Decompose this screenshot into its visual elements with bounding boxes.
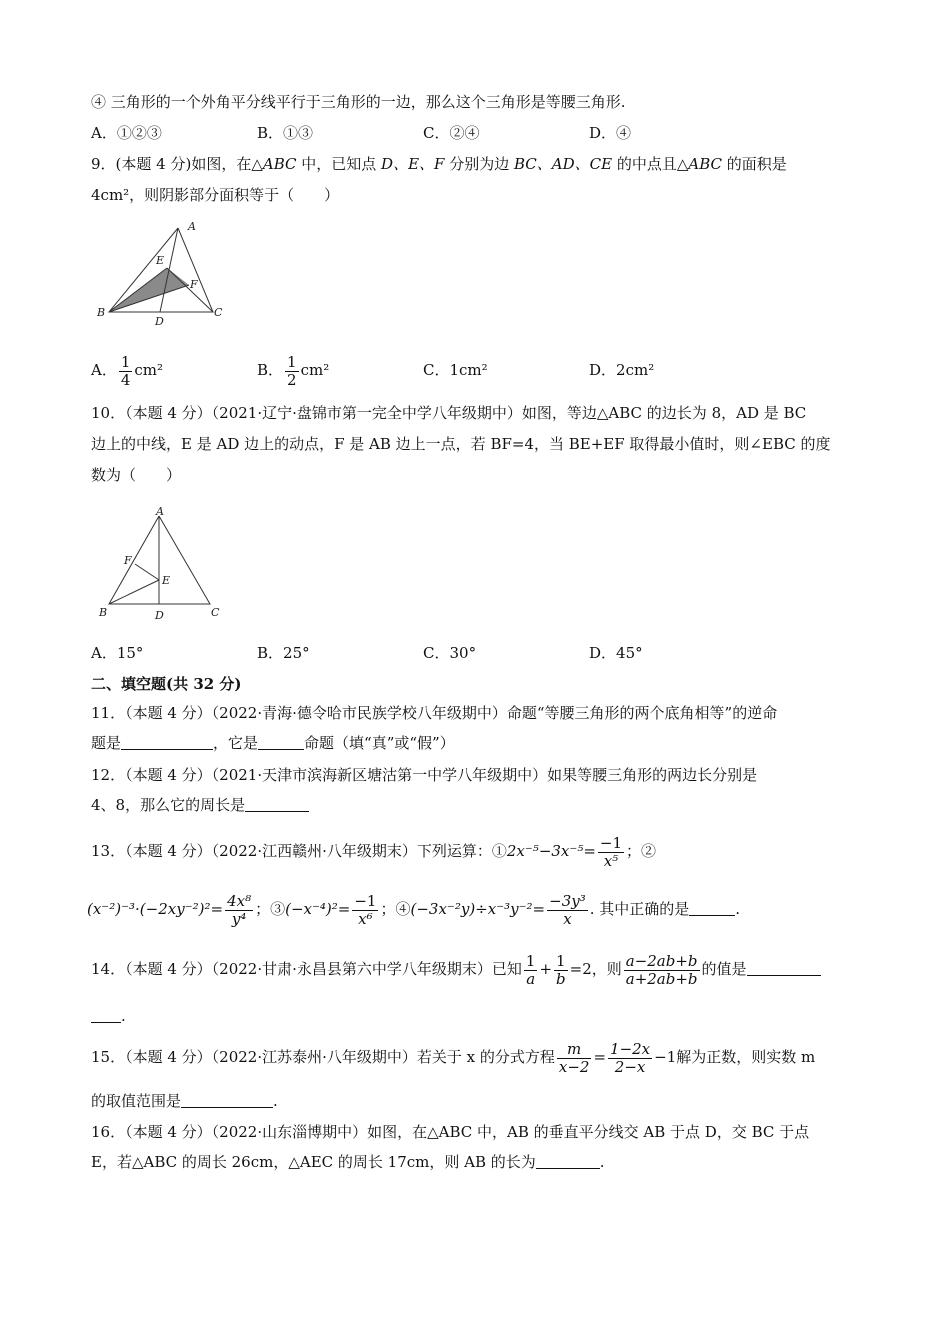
q9-stem-line2: 4cm²，则阴影部分面积等于（ ）: [91, 186, 340, 204]
q9-label-b: B: [97, 306, 106, 319]
q15-fraction-right: $\frac{1-2x}{2-x}$: [610, 1039, 651, 1076]
q14-fraction-1a: $\frac{1}{a}$: [525, 951, 536, 988]
q13-stem-line1: 13．（本题 4 分）（2022·江西赣州·八年级期末）下列运算：①2x⁻⁵−3x⁻⁵= $\frac{-1}{\text{x⁵}}$ ；②: [91, 833, 657, 870]
q13-eq1-left: 2x⁻⁵−3x⁻⁵=: [506, 842, 596, 860]
q10-option-a[interactable]: A．15°: [91, 644, 144, 662]
q10-label-a: A: [156, 505, 164, 518]
q13-eq1-fraction: $\frac{-1}{\text{x⁵}}$: [599, 833, 623, 870]
q15-stem-line2: 的取值范围是 .: [91, 1092, 278, 1110]
q14-answer-blank-2[interactable]: [91, 1008, 121, 1023]
q10-label-e: E: [162, 574, 171, 587]
q8-option-d[interactable]: D．④: [589, 124, 632, 142]
q9-label-c: C: [214, 306, 223, 319]
q10-stem-line3: 数为（ ）: [91, 466, 182, 484]
q11-stem-line1: 11．（本题 4 分）（2022·青海·德令哈市民族学校八年级期中）命题“等腰三角形的两个底角相等”的逆命: [91, 704, 778, 722]
q9-stem-line1: 9．(本题 4 分)如图，在△ABC 中，已知点 D、E、F 分别为边 BC、AD、CE 的中点且△ABC 的面积是: [91, 155, 787, 173]
q10-stem-line2: 边上的中线，E 是 AD 边上的动点，F 是 AB 边上一点，若 BF=4，当 BE+EF 取得最小值时，则∠EBC 的度: [91, 435, 831, 453]
q14-answer-blank-1[interactable]: [747, 961, 821, 976]
q13-stem-line2: (x⁻²)⁻³·(−2xy⁻²)²= $\frac{\text{4x⁸}}{\text{y⁴}}$ ；③(−x⁻⁴)²= $\frac{-1}{\text{x⁶}}$ ；④(−3x⁻²y)÷x⁻³y⁻²= $\frac{\text{−3y³}}{x}$ . 其中正确的是 .: [87, 891, 741, 928]
q10-option-d[interactable]: D．45°: [589, 644, 643, 662]
q16-answer-blank[interactable]: [536, 1154, 600, 1169]
q9-option-b[interactable]: B． $\frac{1}{2}$ cm²: [257, 352, 330, 389]
q9-label-d: D: [155, 315, 164, 328]
q11-answer-blank-2[interactable]: [258, 735, 304, 750]
q14-stem-line2: .: [91, 1006, 126, 1026]
q10-label-c: C: [211, 606, 220, 619]
q14-fraction-1b: $\frac{1}{b}$: [556, 951, 566, 988]
q8-item4: ④ 三角形的一个外角平分线平行于三角形的一边，那么这个三角形是等腰三角形.: [91, 93, 626, 111]
q13-answer-blank[interactable]: [689, 901, 735, 916]
q12-answer-blank[interactable]: [245, 797, 309, 812]
q9-option-d[interactable]: D．2cm²: [589, 361, 655, 379]
q9-label-f: F: [190, 278, 198, 291]
q12-stem-line2: 4、8，那么它的周长是: [91, 795, 309, 815]
q9-option-b-fraction: $\frac{1}{2}$: [287, 352, 297, 389]
q11-answer-blank-1[interactable]: [121, 735, 213, 750]
q13-eq2-left: (x⁻²)⁻³·(−2xy⁻²)²=: [87, 900, 224, 918]
section-title-fill-in: 二、填空题(共 32 分): [91, 675, 242, 693]
q13-eq3-fraction: $\frac{-1}{\text{x⁶}}$: [354, 891, 377, 928]
q10-label-d: D: [155, 609, 164, 622]
q13-eq4-left: (−3x⁻²y)÷x⁻³y⁻²=: [410, 900, 546, 918]
q15-fraction-left: $\frac{m}{x-2}$: [558, 1039, 590, 1076]
q9-label-a: A: [188, 220, 196, 233]
q9-option-a[interactable]: A． $\frac{1}{4}$ cm²: [91, 352, 164, 389]
q9-option-c[interactable]: C．1cm²: [423, 361, 488, 379]
q10-label-f: F: [124, 554, 132, 567]
q10-option-b[interactable]: B．25°: [257, 644, 310, 662]
q10-figure: [92, 503, 232, 623]
q13-eq4-fraction: $\frac{\text{−3y³}}{x}$: [549, 891, 586, 928]
q14-fraction-target: $\frac{a-2ab+b}{a+2ab+b}$: [625, 951, 698, 988]
q12-stem-line1: 12．（本题 4 分）（2021·天津市滨海新区塘沽第一中学八年级期中）如果等腰三角形的两边长分别是: [91, 766, 758, 784]
q9-triangle-abc: [109, 228, 213, 312]
q8-option-c[interactable]: C．②④: [423, 124, 480, 142]
q10-line-be: [109, 580, 159, 604]
q11-stem-line2: 题是 ，它是 命题（填“真”或“假”）: [91, 734, 455, 752]
q10-stem-line1: 10．（本题 4 分）（2021·辽宁·盘锦市第一完全中学八年级期中）如图，等边△ABC 的边长为 8，AD 是 BC: [91, 404, 807, 422]
q9-option-a-fraction: $\frac{1}{4}$: [120, 352, 131, 389]
q8-options: [91, 122, 851, 146]
q9-label-e: E: [156, 254, 165, 267]
q9-options: [91, 350, 851, 390]
q16-stem-line2: E，若△ABC 的周长 26cm，△AEC 的周长 17cm，则 AB 的长为 .: [91, 1153, 605, 1171]
q14-stem-line1: 14．（本题 4 分）（2022·甘肃·永昌县第六中学八年级期末）已知 $\frac{1}{a}$ + $\frac{1}{b}$ =2，则 $\frac{a-2ab+b}{a+2ab+b}$ 的值是: [91, 950, 821, 988]
q13-eq3-left: (−x⁻⁴)²=: [285, 900, 351, 918]
q10-label-b: B: [99, 606, 108, 619]
q13-eq2-fraction: $\frac{\text{4x⁸}}{\text{y⁴}}$: [227, 891, 252, 928]
q8-option-b[interactable]: B．①③: [257, 124, 314, 142]
q8-option-a[interactable]: A．①②③: [91, 124, 162, 142]
q10-line-fe: [135, 564, 159, 580]
q9-shaded-triangle: [109, 268, 189, 312]
q16-stem-line1: 16．（本题 4 分）（2022·山东淄博期中）如图，在△ABC 中，AB 的垂直平分线交 AB 于点 D，交 BC 于点: [91, 1123, 810, 1141]
q9-figure: [92, 218, 232, 330]
q15-answer-blank[interactable]: [181, 1093, 273, 1108]
q10-options: [91, 642, 851, 666]
q10-option-c[interactable]: C．30°: [423, 644, 477, 662]
q15-stem-line1: 15．（本题 4 分）（2022·江苏泰州·八年级期中）若关于 x 的分式方程 $\frac{m}{x-2}$ = $\frac{1-2x}{2-x}$ −1解为正数，则实数 m: [91, 1039, 816, 1076]
